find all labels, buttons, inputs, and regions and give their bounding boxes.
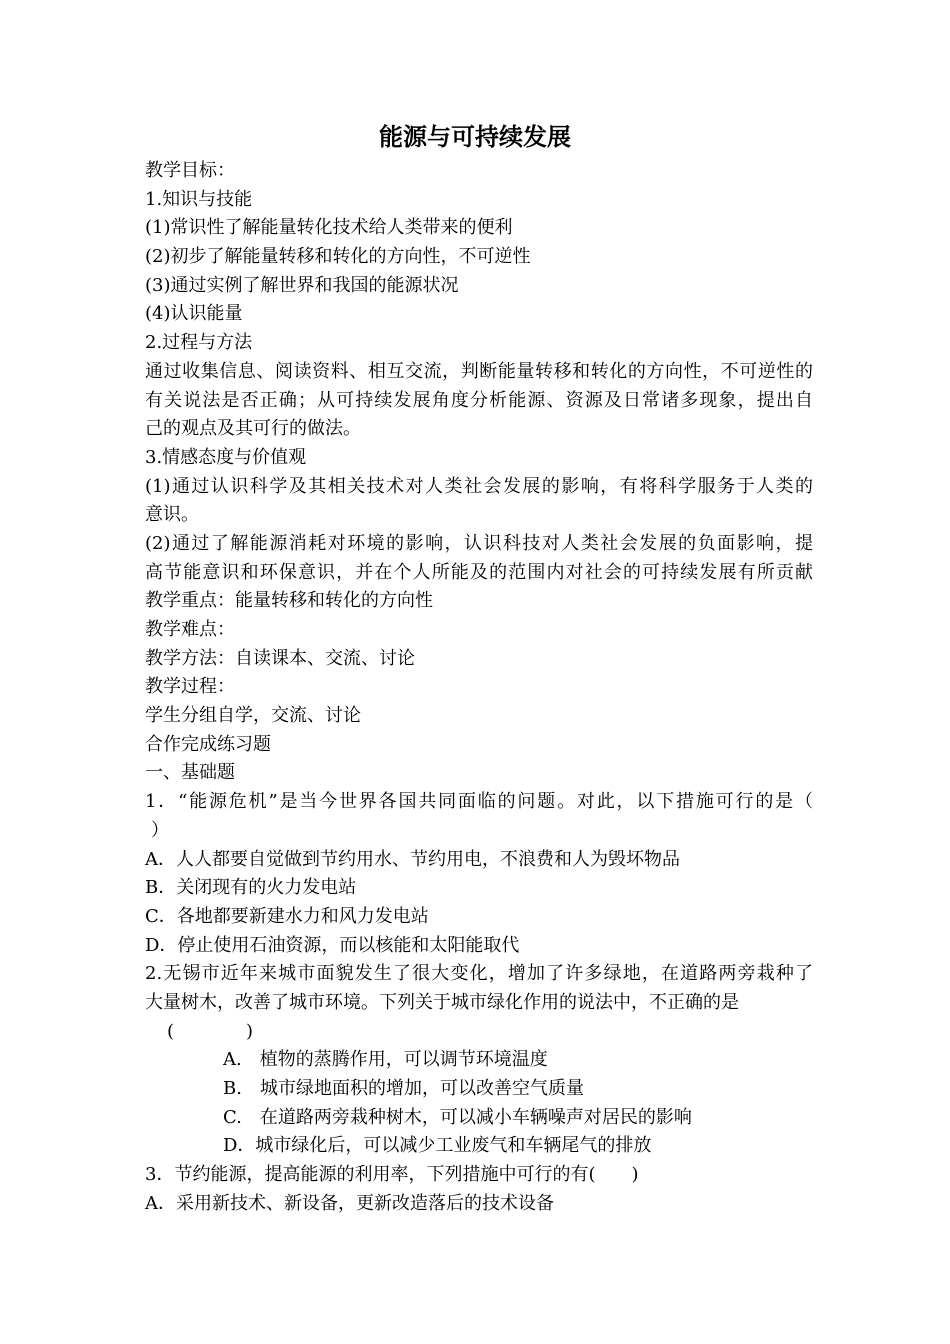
option-line: B．关闭现有的火力发电站 bbox=[145, 877, 357, 899]
option-line: A. 植物的蒸腾作用，可以调节环境温度 bbox=[223, 1049, 548, 1071]
text-line: (1)通过认识科学及其相关技术对人类社会发展的影响，有将科学服务于人类的 bbox=[145, 475, 813, 497]
text-line: (1)常识性了解能量转化技术给人类带来的便利 bbox=[145, 217, 513, 239]
page-title: 能源与可持续发展 bbox=[379, 123, 571, 151]
option-line: A．采用新技术、新设备，更新改造落后的技术设备 bbox=[145, 1192, 554, 1214]
option-line: C. 在道路两旁栽种树木，可以减小车辆噪声对居民的影响 bbox=[223, 1106, 692, 1128]
text-line: 教学难点： bbox=[145, 619, 235, 640]
text-line: (3)通过实例了解世界和我国的能源状况 bbox=[145, 274, 459, 296]
text-line: 通过收集信息、阅读资料、相互交流，判断能量转移和转化的方向性，不可逆性的 bbox=[145, 360, 813, 382]
document-body bbox=[145, 157, 813, 1218]
text-line: 有关说法是否正确；从可持续发展角度分析能源、资源及日常诸多现象，提出自 bbox=[145, 389, 813, 411]
text-line: 教学方法：自读课本、交流、讨论 bbox=[145, 647, 415, 669]
option-line: D．停止使用石油资源，而以核能和太阳能取代 bbox=[145, 934, 520, 956]
text-line: 意识。 bbox=[145, 504, 199, 526]
text-line: 教学目标： bbox=[145, 160, 235, 181]
text-line: 一、基础题 bbox=[145, 762, 235, 784]
text-line: 2.过程与方法 bbox=[145, 332, 253, 354]
text-line: 合作完成练习题 bbox=[145, 733, 271, 755]
option-line: B. 城市绿地面积的增加，可以改善空气质量 bbox=[223, 1078, 584, 1099]
text-line: 教学重点：能量转移和转化的方向性 bbox=[145, 590, 433, 612]
option-line: A．人人都要自觉做到节约用水、节约用电，不浪费和人为毁坏物品 bbox=[145, 848, 680, 870]
text-line: 己的观点及其可行的做法。 bbox=[145, 418, 361, 440]
text-line: 高节能意识和环保意识，并在个人所能及的范围内对社会的可持续发展有所贡献 bbox=[145, 561, 813, 583]
text-line: 学生分组自学，交流、讨论 bbox=[145, 705, 361, 727]
option-line: C．各地都要新建水力和风力发电站 bbox=[145, 905, 429, 927]
option-line: D．城市绿化后，可以减少工业废气和车辆尾气的排放 bbox=[223, 1135, 652, 1157]
text-line: (2)通过了解能源消耗对环境的影响，认识科技对人类社会发展的负面影响，提 bbox=[145, 532, 813, 554]
question-line: ） bbox=[151, 819, 169, 841]
question-line: 1．“能源危机”是当今世界各国共同面临的问题。对此，以下措施可行的是（ bbox=[145, 791, 813, 813]
text-line: (2)初步了解能量转移和转化的方向性，不可逆性 bbox=[145, 246, 531, 268]
question-line: 3．节约能源，提高能源的利用率，下列措施中可行的有( ) bbox=[145, 1164, 639, 1186]
text-line: 3.情感态度与价值观 bbox=[145, 446, 307, 468]
question-line: 2.无锡市近年来城市面貌发生了很大变化，增加了许多绿地，在道路两旁栽种了 bbox=[145, 963, 813, 985]
answer-blank: ( ) bbox=[167, 1020, 254, 1042]
text-line: 教学过程： bbox=[145, 676, 235, 698]
text-line: (4)认识能量 bbox=[145, 303, 243, 325]
question-line: 大量树木，改善了城市环境。下列关于城市绿化作用的说法中，不正确的是 bbox=[145, 991, 739, 1013]
text-line: 1.知识与技能 bbox=[145, 188, 253, 210]
